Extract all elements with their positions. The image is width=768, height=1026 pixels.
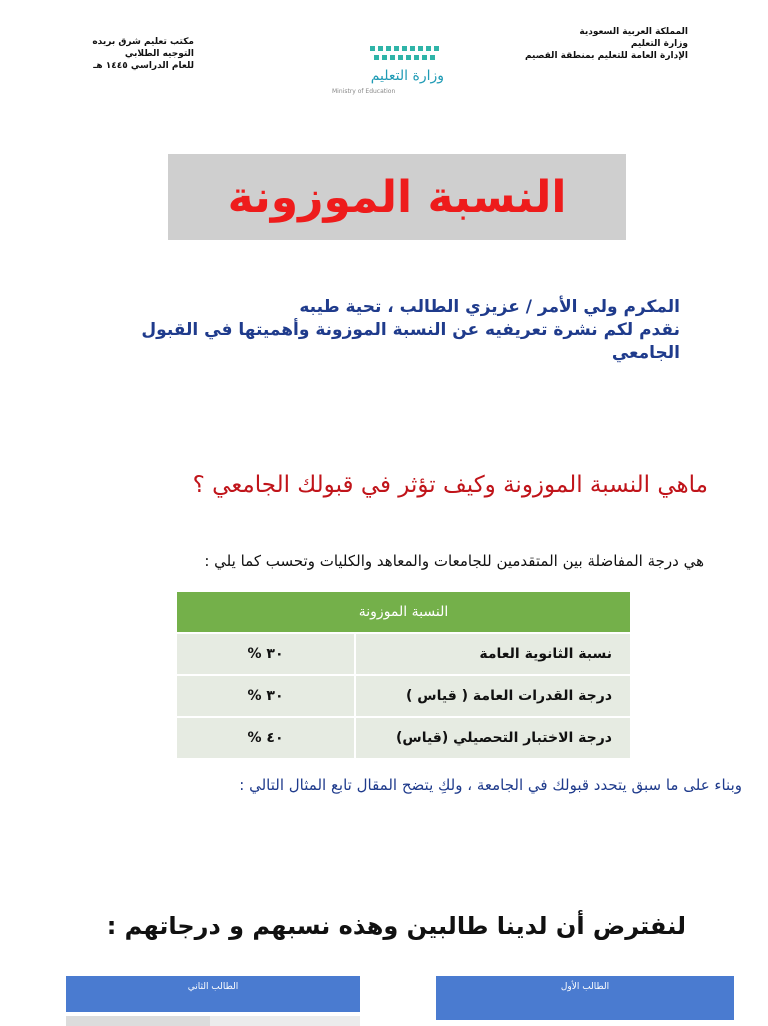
weights-table	[177, 592, 630, 758]
page-title: النسبة الموزونة	[227, 171, 567, 223]
header-ministry: وزارة التعليم	[630, 39, 688, 49]
header-directorate: الإدارة العامة للتعليم بمنطقة القصيم	[524, 51, 688, 61]
intro-text: هي درجة المفاضلة بين المتقدمين للجامعات والمعاهد والكليات وتحسب كما يلي :	[204, 552, 704, 570]
ministry-logo	[322, 38, 448, 100]
logo-english-text: Ministry of Education	[332, 88, 396, 95]
table-row	[177, 674, 630, 716]
header-office-block	[84, 36, 194, 72]
logo-arabic-text: وزارة التعليم	[370, 68, 444, 84]
header-year: للعام الدراسي ١٤٤٥ هـ	[93, 61, 194, 71]
row-value: ٣٠ %	[177, 632, 354, 674]
partial-cell-value	[66, 1016, 210, 1026]
example-heading: لنفترض أن لدينا طالبين وهذه نسبهم و درجاتهم :	[106, 912, 686, 940]
row-value: ٣٠ %	[177, 674, 354, 716]
logo-dots-icon	[368, 44, 446, 66]
table-row	[177, 632, 630, 674]
title-banner	[168, 154, 626, 240]
row-label: درجة القدرات العامة ( قياس )	[354, 674, 630, 716]
weights-table-header: النسبة الموزونة	[177, 592, 630, 632]
header-guidance: التوجيه الطلابي	[124, 49, 194, 59]
student-two-partial-row	[66, 1016, 360, 1026]
student-one-header: الطالب الأول	[436, 976, 734, 1020]
greeting	[80, 296, 680, 365]
partial-cell-label	[210, 1016, 360, 1026]
table-row	[177, 716, 630, 758]
greeting-line-2: نقدم لكم نشرة تعريفيه عن النسبة الموزونة وأهميتها في القبول الجامعي	[141, 320, 680, 363]
header-office: مكتب تعليم شرق بريده	[92, 37, 194, 47]
row-value: ٤٠ %	[177, 716, 354, 758]
greeting-line-1: المكرم ولي الأمر / عزيزي الطالب ، تحية طيبه	[299, 297, 680, 317]
weights-table-header-row	[177, 592, 630, 632]
row-label: نسبة الثانوية العامة	[354, 632, 630, 674]
note-text: وبناء على ما سبق يتحدد قبولك في الجامعة ، ولكِ يتضح المقال تابع المثال التالي :	[239, 776, 742, 794]
question-heading: ماهي النسبة الموزونة وكيف تؤثر في قبولك الجامعي ؟	[192, 472, 708, 498]
row-label: درجة الاختبار التحصيلي (قياس)	[354, 716, 630, 758]
header-country: المملكة العربية السعودية	[579, 27, 688, 37]
header-ministry-block	[468, 26, 688, 62]
student-two-header: الطالب الثاني	[66, 976, 360, 1012]
